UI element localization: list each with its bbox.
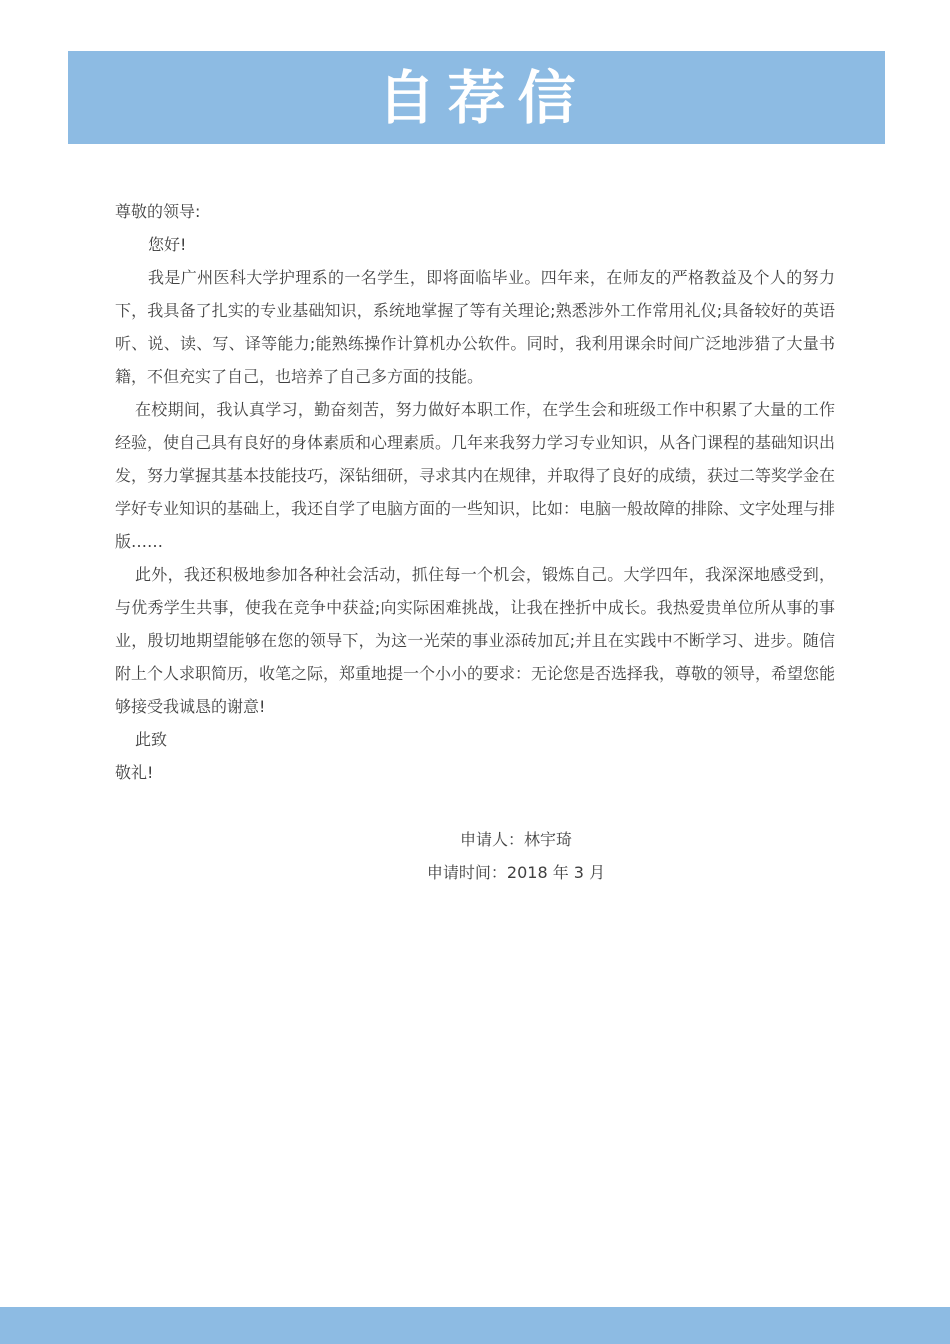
salutation: 尊敬的领导: <box>115 202 201 221</box>
footer-bar <box>0 1307 950 1344</box>
letter-body <box>115 195 835 789</box>
closing-line-2: 敬礼! <box>115 763 154 782</box>
closing-line-1: 此致 <box>135 730 168 749</box>
paragraph-school: 在校期间，我认真学习，勤奋刻苦，努力做好本职工作，在学生会和班级工作中积累了大量的工作经验，使自己具有良好的身体素质和心理素质。几年来我努力学习专业知识，从各门课程的基础知识出发，努力掌握其基本技能技巧，深钻细研，寻求其内在规律，并取得了良好的成绩，获过二等奖学金在学好专业知识的基础上，我还自学了电脑方面的一些知识，比如：电脑一般故障的排除、文字处理与排版…… <box>115 400 836 551</box>
title-banner <box>68 51 885 144</box>
signature-block <box>400 823 632 889</box>
paragraph-intro: 我是广州医科大学护理系的一名学生，即将面临毕业。四年来，在师友的严格教益及个人的努力下，我具备了扎实的专业基础知识，系统地掌握了等有关理论;熟悉涉外工作常用礼仪;具备较好的英语听、说、读、写、译等能力;能熟练操作计算机办公软件。同时，我利用课余时间广泛地涉猎了大量书籍，不但充实了自己，也培养了自己多方面的技能。 <box>115 268 835 386</box>
paragraph-activities: 此外，我还积极地参加各种社会活动，抓住每一个机会，锻炼自己。大学四年，我深深地感受到，与优秀学生共事，使我在竞争中获益;向实际困难挑战，让我在挫折中成长。我热爱贵单位所从事的事业，殷切地期望能够在您的领导下，为这一光荣的事业添砖加瓦;并且在实践中不断学习、进步。随信附上个人求职简历，收笔之际，郑重地提一个小小的要求：无论您是否选择我，尊敬的领导，希望您能够接受我诚恳的谢意! <box>115 565 836 716</box>
page-title: 自荐信 <box>377 63 588 132</box>
greeting: 您好! <box>148 235 187 254</box>
applicant-name: 申请人：林宇琦 <box>459 830 572 849</box>
application-date: 申请时间：2018 年 3 月 <box>426 863 606 882</box>
